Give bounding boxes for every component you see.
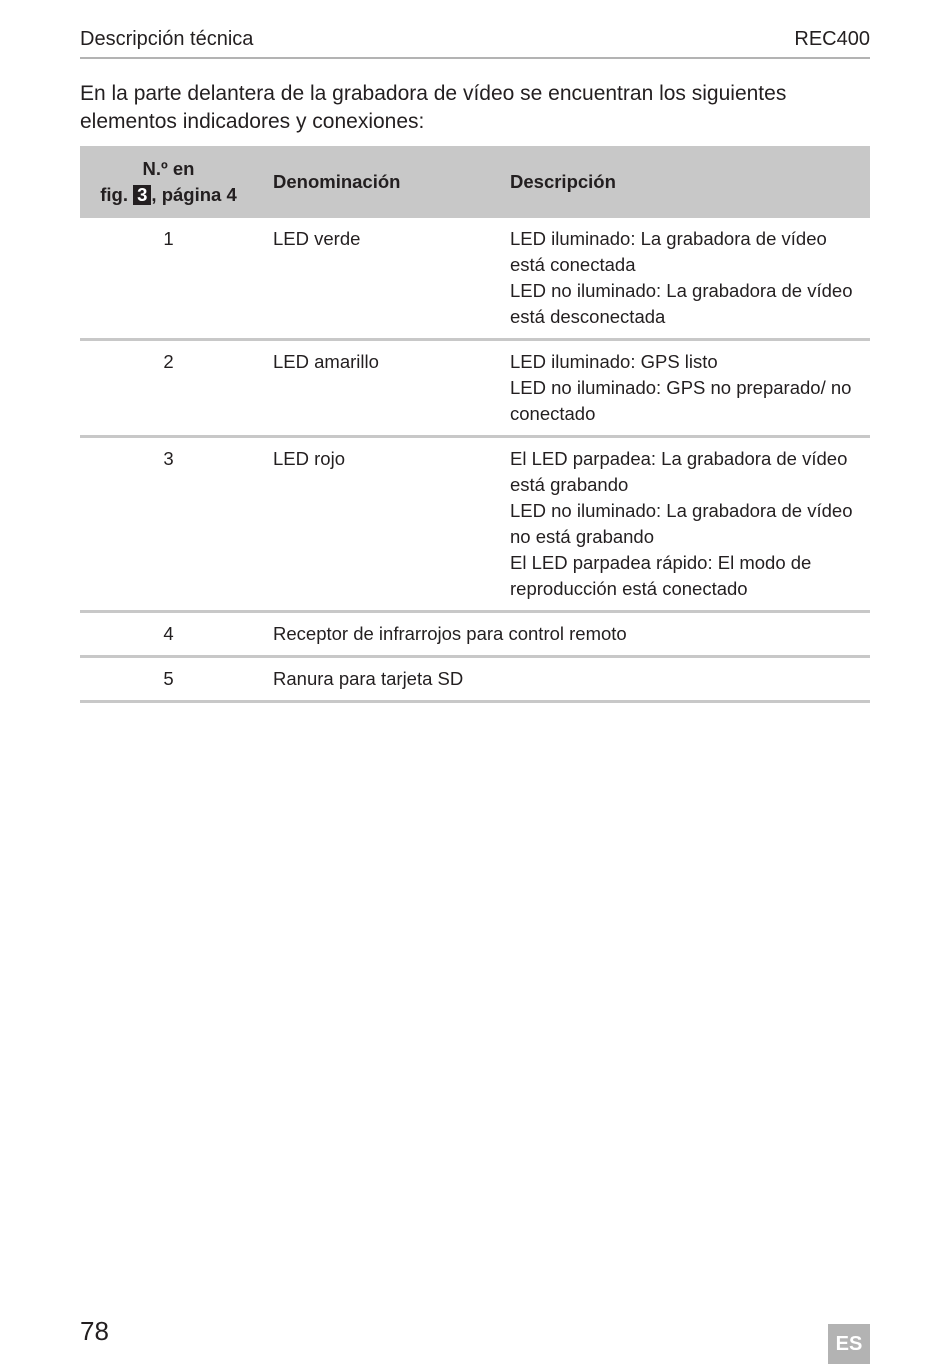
row-denomination: Ranura para tarjeta SD: [257, 657, 870, 702]
row-number: 4: [80, 612, 257, 657]
row-denomination: LED rojo: [257, 437, 502, 612]
description-line: LED no iluminado: La grabadora de vídeo no está grabando: [510, 500, 853, 547]
header-fig-suffix: , página 4: [151, 184, 237, 205]
description-line: El LED parpadea rápido: El modo de reproducción está conectado: [510, 552, 812, 599]
row-number: 3: [80, 437, 257, 612]
figure-number-badge: 3: [133, 185, 151, 205]
table-row: [80, 340, 870, 437]
row-number: 5: [80, 657, 257, 702]
row-denomination: Receptor de infrarrojos para control remoto: [257, 612, 870, 657]
description-line: LED iluminado: La grabadora de vídeo está conectada: [510, 228, 827, 275]
table-header-row: [80, 146, 870, 218]
intro-paragraph: En la parte delantera de la grabadora de vídeo se encuentran los siguientes elementos indicadores y conexiones:: [80, 82, 787, 133]
table-row: [80, 657, 870, 702]
table-row: [80, 218, 870, 340]
description-line: LED no iluminado: La grabadora de vídeo está desconectada: [510, 280, 853, 327]
description-line: LED no iluminado: GPS no preparado/ no conectado: [510, 377, 852, 424]
description-line: LED iluminado: GPS listo: [510, 351, 718, 372]
table-row: [80, 612, 870, 657]
header-number-line1: N.º en: [142, 158, 195, 179]
row-denomination: LED amarillo: [257, 340, 502, 437]
description-line: El LED parpadea: La grabadora de vídeo está grabando: [510, 448, 848, 495]
model-name: REC400: [794, 28, 870, 50]
language-badge: ES: [828, 1324, 870, 1364]
row-denomination: LED verde: [257, 218, 502, 340]
row-description: [502, 437, 870, 612]
row-number: 1: [80, 218, 257, 340]
table-row: [80, 437, 870, 612]
indicator-table: [80, 146, 870, 703]
page-number: 78: [80, 1316, 109, 1346]
row-description: [502, 218, 870, 340]
row-description: [502, 340, 870, 437]
page-header: [80, 28, 870, 59]
header-number: [80, 146, 257, 218]
header-description: Descripción: [502, 146, 870, 218]
header-fig-prefix: fig.: [100, 184, 128, 205]
section-title: Descripción técnica: [80, 28, 254, 50]
row-number: 2: [80, 340, 257, 437]
header-denomination: Denominación: [257, 146, 502, 218]
